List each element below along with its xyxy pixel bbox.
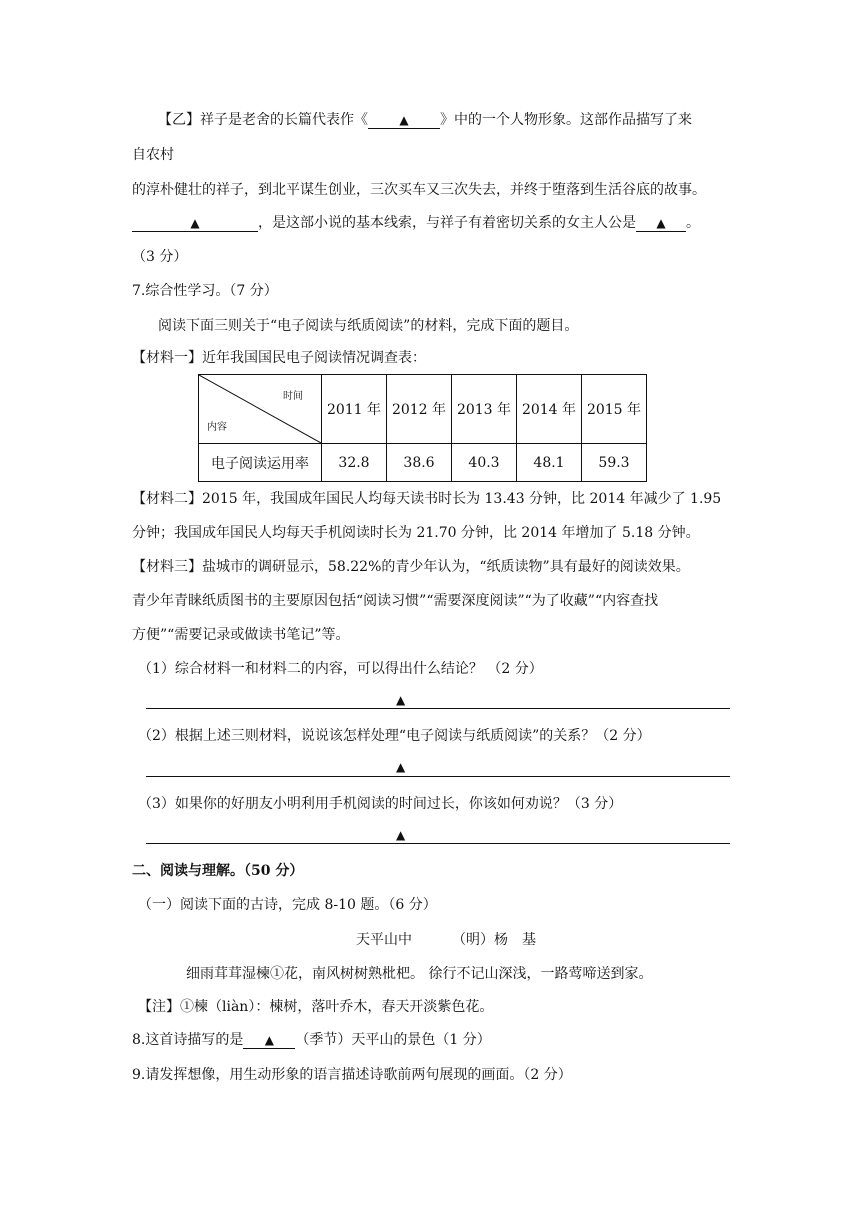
table-cell: 59.3 xyxy=(582,444,647,482)
row-label: 电子阅读运用率 xyxy=(199,444,322,482)
poem-name: 天平山中 xyxy=(356,932,412,948)
yi-line-3: 的淳朴健壮的祥子，到北平谋生创业，三次买车又三次失去，并终于堕落到生活谷底的故事。 xyxy=(132,182,706,198)
table-cell: 32.8 xyxy=(322,444,387,482)
poem-author: （明）杨 基 xyxy=(452,932,536,948)
blank-novel-title[interactable] xyxy=(368,112,440,129)
yi-text-c: ，是这部小说的基本线索，与祥子有着密切关系的女主人公是 xyxy=(258,215,636,231)
blank-season[interactable] xyxy=(243,1032,295,1049)
section-2-title: 二、阅读与理解。（50 分） xyxy=(132,863,304,879)
corner-time-label: 时间 xyxy=(283,391,303,402)
answer-marker-icon: ▲ xyxy=(396,760,406,774)
table-corner-cell xyxy=(199,375,322,444)
corner-content-label: 内容 xyxy=(207,422,227,433)
survey-table xyxy=(198,374,647,482)
yi-text-a: 【乙】祥子是老舍的长篇代表作《 xyxy=(158,112,368,128)
yi-line-4 xyxy=(132,213,700,233)
year-header: 2012 年 xyxy=(387,375,452,444)
sub-question-2: （2）根据上述三则材料，说说该怎样处理“电子阅读与纸质阅读”的关系？（2 分） xyxy=(138,728,651,744)
yi-text-b: 》中的一个人物形象。这部作品描写了来 xyxy=(440,112,692,128)
year-header: 2011 年 xyxy=(322,375,387,444)
table-cell: 40.3 xyxy=(452,444,517,482)
blank-heroine[interactable] xyxy=(636,215,686,232)
yi-line-2: 自农村 xyxy=(132,147,174,163)
blank-marker-icon: ▲ xyxy=(399,113,409,127)
year-header: 2013 年 xyxy=(452,375,517,444)
yi-line-1 xyxy=(158,110,692,130)
blank-marker-icon: ▲ xyxy=(190,216,200,230)
answer-line-1[interactable] xyxy=(146,708,730,709)
material-3-line-2: 青少年青睐纸质图书的主要原因包括“阅读习惯”“需要深度阅读”“为了收藏”“内容查找 xyxy=(132,593,659,609)
poem-title xyxy=(356,930,536,950)
yi-text-d: 。 xyxy=(686,215,700,231)
blank-marker-icon: ▲ xyxy=(264,1033,274,1047)
table-cell: 38.6 xyxy=(387,444,452,482)
question-9: 9.请发挥想像，用生动形象的语言描述诗歌前两句展现的画面。（2 分） xyxy=(132,1067,572,1083)
material-1-label: 【材料一】近年我国国民电子阅读情况调查表： xyxy=(132,350,426,366)
blank-marker-icon: ▲ xyxy=(656,216,666,230)
section-2-part-1: （一）阅读下面的古诗，完成 8-10 题。（6 分） xyxy=(138,897,437,913)
answer-line-3[interactable] xyxy=(146,843,730,844)
q7-intro: 阅读下面三则关于“电子阅读与纸质阅读”的材料，完成下面的题目。 xyxy=(158,318,579,334)
answer-marker-icon: ▲ xyxy=(396,828,406,842)
poem-note: 【注】①楝（liàn）：楝树，落叶乔木，春天开淡紫色花。 xyxy=(138,999,494,1015)
question-8 xyxy=(132,1030,491,1050)
q7-title: 7.综合性学习。（7 分） xyxy=(132,283,278,299)
material-2-line-2: 分钟；我国成年国民人均每天手机阅读时长为 21.70 分钟，比 2014 年增加了 5.18 分钟。 xyxy=(132,525,700,541)
yi-score: （3 分） xyxy=(132,249,188,265)
q8-text-a: 8.这首诗描写的是 xyxy=(132,1032,244,1048)
material-2-line-1: 【材料二】2015 年，我国成年国民人均每天读书时长为 13.43 分钟，比 2014 年减少了 1.95 xyxy=(132,491,722,507)
sub-question-3: （3）如果你的好朋友小明利用手机阅读的时间过长，你该如何劝说？（3 分） xyxy=(138,796,623,812)
answer-line-2[interactable] xyxy=(146,776,730,777)
material-3-line-3: 方便”“需要记录或做读书笔记”等。 xyxy=(132,627,350,643)
sub-question-1: （1）综合材料一和材料二的内容，可以得出什么结论？ （2 分） xyxy=(138,661,543,677)
poem-text: 细雨茸茸湿楝①花，南风树树熟枇杷。 徐行不记山深浅，一路莺啼送到家。 xyxy=(186,966,653,982)
q8-text-b: （季节）天平山的景色（1 分） xyxy=(295,1032,491,1048)
material-3-line-1: 【材料三】盐城市的调研显示，58.22%的青少年认为，“纸质读物”具有最好的阅读效果。 xyxy=(132,559,690,575)
blank-main-clue[interactable] xyxy=(132,215,258,232)
table-cell: 48.1 xyxy=(517,444,582,482)
year-header: 2014 年 xyxy=(517,375,582,444)
answer-marker-icon: ▲ xyxy=(396,693,406,707)
year-header: 2015 年 xyxy=(582,375,647,444)
